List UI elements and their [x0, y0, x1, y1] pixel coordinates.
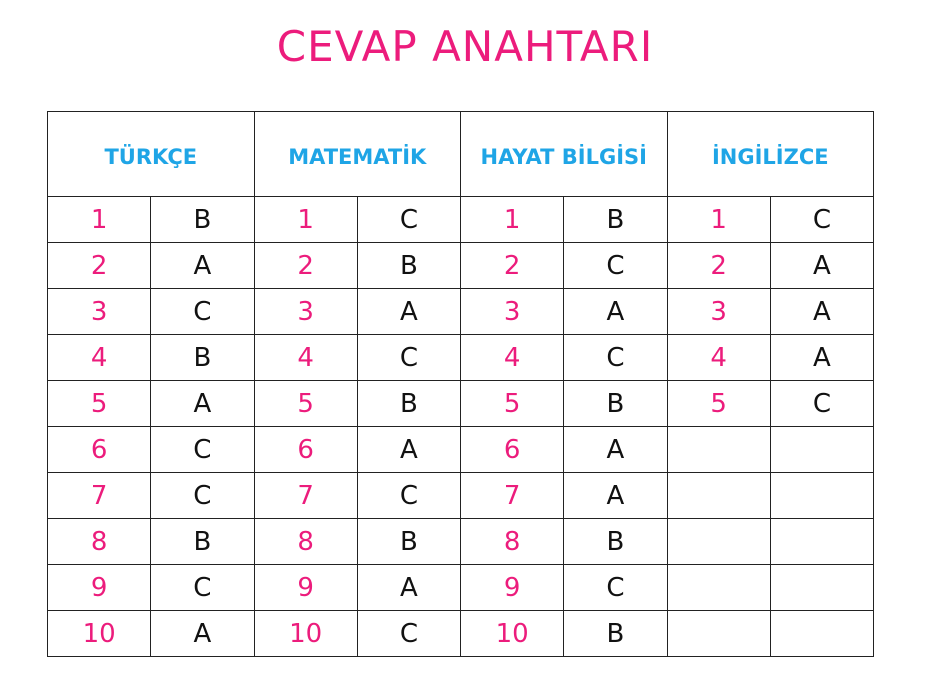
answer-letter: B — [151, 335, 254, 381]
answer-letter: C — [151, 565, 254, 611]
answer-letter: B — [564, 611, 667, 657]
question-number: 3 — [461, 289, 564, 335]
question-number: 1 — [461, 197, 564, 243]
question-number: 5 — [461, 381, 564, 427]
question-number: 4 — [667, 335, 770, 381]
answer-letter: A — [357, 289, 460, 335]
question-number — [667, 473, 770, 519]
question-number: 9 — [48, 565, 151, 611]
question-number: 1 — [48, 197, 151, 243]
answer-letter: A — [770, 335, 873, 381]
answer-letter: A — [564, 289, 667, 335]
answer-letter: C — [151, 289, 254, 335]
question-number: 10 — [254, 611, 357, 657]
answer-letter: C — [770, 381, 873, 427]
answer-letter: B — [564, 519, 667, 565]
subject-header-matematik — [254, 112, 461, 197]
answer-letter: B — [357, 381, 460, 427]
answer-letter: C — [151, 427, 254, 473]
table-row — [48, 289, 874, 335]
answer-letter — [770, 427, 873, 473]
answer-letter: A — [151, 243, 254, 289]
question-number — [667, 565, 770, 611]
table-row — [48, 243, 874, 289]
subject-label: MATEMATİK — [288, 145, 427, 169]
answer-letter: C — [151, 473, 254, 519]
question-number: 3 — [48, 289, 151, 335]
question-number: 7 — [461, 473, 564, 519]
subject-label: TÜRKÇE — [104, 145, 198, 169]
answer-letter: C — [564, 335, 667, 381]
answer-letter — [770, 473, 873, 519]
table-row — [48, 427, 874, 473]
answer-letter: C — [357, 611, 460, 657]
question-number: 6 — [461, 427, 564, 473]
answer-letter: C — [564, 243, 667, 289]
question-number: 10 — [461, 611, 564, 657]
answer-letter: C — [770, 197, 873, 243]
answer-letter: C — [357, 335, 460, 381]
answer-letter: B — [357, 243, 460, 289]
answer-letter: B — [151, 197, 254, 243]
subject-header-ingilizce — [667, 112, 874, 197]
answer-letter: A — [151, 611, 254, 657]
question-number: 3 — [667, 289, 770, 335]
question-number: 5 — [667, 381, 770, 427]
answer-letter: A — [357, 427, 460, 473]
question-number: 7 — [254, 473, 357, 519]
question-number: 2 — [667, 243, 770, 289]
question-number: 8 — [48, 519, 151, 565]
question-number: 3 — [254, 289, 357, 335]
question-number: 9 — [254, 565, 357, 611]
subject-label: HAYAT BİLGİSİ — [480, 145, 647, 169]
question-number: 5 — [254, 381, 357, 427]
question-number: 6 — [254, 427, 357, 473]
question-number: 4 — [254, 335, 357, 381]
question-number: 8 — [254, 519, 357, 565]
answer-letter: A — [770, 289, 873, 335]
table-row — [48, 519, 874, 565]
answer-letter: A — [357, 565, 460, 611]
answer-letter: C — [564, 565, 667, 611]
question-number: 6 — [48, 427, 151, 473]
table-row — [48, 611, 874, 657]
subject-header-row — [48, 112, 874, 197]
answer-letter — [770, 519, 873, 565]
answer-letter: A — [564, 473, 667, 519]
answer-key-table — [47, 111, 874, 657]
answer-letter: B — [151, 519, 254, 565]
page-title: CEVAP ANAHTARI — [276, 22, 654, 71]
question-number — [667, 519, 770, 565]
answer-letter — [770, 611, 873, 657]
question-number: 2 — [48, 243, 151, 289]
question-number: 7 — [48, 473, 151, 519]
question-number: 2 — [461, 243, 564, 289]
table-row — [48, 381, 874, 427]
answer-letter: B — [564, 381, 667, 427]
answer-letter: A — [151, 381, 254, 427]
subject-label: İNGİLİZCE — [711, 145, 829, 169]
answer-letter: B — [357, 519, 460, 565]
answer-letter: B — [564, 197, 667, 243]
table-row — [48, 565, 874, 611]
table-row — [48, 473, 874, 519]
question-number: 4 — [461, 335, 564, 381]
answer-letter: A — [564, 427, 667, 473]
subject-header-hayat-bilgisi — [461, 112, 668, 197]
question-number: 8 — [461, 519, 564, 565]
answer-letter: C — [357, 197, 460, 243]
question-number: 1 — [254, 197, 357, 243]
question-number — [667, 427, 770, 473]
answer-letter: C — [357, 473, 460, 519]
answer-letter: A — [770, 243, 873, 289]
question-number: 2 — [254, 243, 357, 289]
table-row — [48, 335, 874, 381]
table-row — [48, 197, 874, 243]
question-number: 10 — [48, 611, 151, 657]
question-number: 5 — [48, 381, 151, 427]
question-number: 9 — [461, 565, 564, 611]
answer-letter — [770, 565, 873, 611]
question-number: 1 — [667, 197, 770, 243]
subject-header-turkce — [48, 112, 255, 197]
question-number — [667, 611, 770, 657]
question-number: 4 — [48, 335, 151, 381]
